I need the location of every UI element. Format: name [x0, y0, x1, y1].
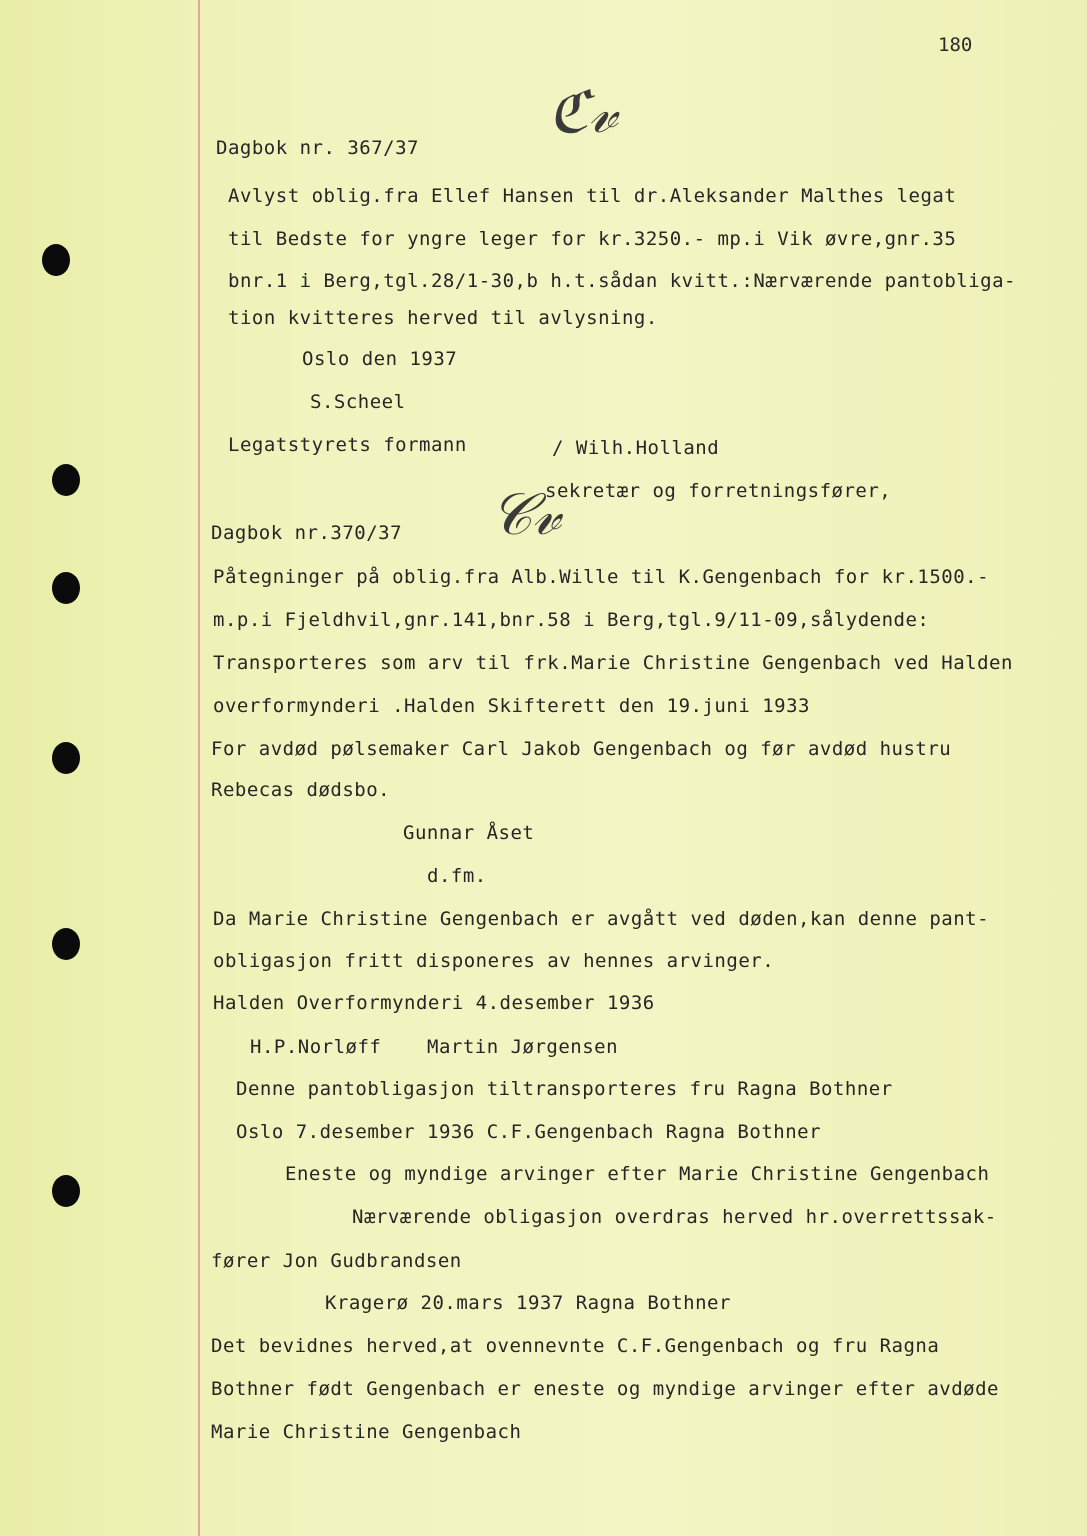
text-line: Legatstyrets formann — [228, 434, 467, 456]
signature-name: / Wilh.Holland — [552, 437, 720, 459]
text-line: m.p.i Fjeldhvil,gnr.141,bnr.58 i Berg,tgl.9/11-09,sålydende: — [213, 609, 930, 631]
text-line: overformynderi .Halden Skifterett den 19.juni 1933 — [213, 695, 810, 717]
text-line: Denne pantobligasjon tiltransporteres fru Ragna Bothner — [236, 1078, 893, 1100]
text-line: Oslo 7.desember 1936 C.F.Gengenbach Ragna Bothner — [236, 1121, 822, 1143]
signature-name: H.P.Norløff — [250, 1036, 382, 1058]
entry-heading: Dagbok nr. 367/37 — [216, 137, 419, 159]
text-line: Transporteres som arv til frk.Marie Christine Gengenbach ved Halden — [213, 652, 1013, 674]
text-line: Eneste og myndige arvinger efter Marie Christine Gengenbach — [285, 1163, 990, 1185]
margin-rule — [198, 0, 200, 1536]
page-number: 180 — [938, 34, 973, 56]
text-line: Nærværende obligasjon overdras herved hr.overrettssak- — [352, 1206, 997, 1228]
binder-hole — [52, 1175, 80, 1207]
text-line: Halden Overformynderi 4.desember 1936 — [213, 992, 655, 1014]
handwritten-initials-mark: ℭ𝓋 — [548, 78, 618, 146]
text-line: tion kvitteres herved til avlysning. — [228, 307, 658, 329]
text-line: Avlyst oblig.fra Ellef Hansen til dr.Aleksander Malthes legat — [228, 185, 957, 207]
entry-heading: Dagbok nr.370/37 — [211, 522, 403, 544]
text-line: Oslo den 1937 — [302, 348, 458, 370]
text-line: Rebecas dødsbo. — [211, 779, 391, 801]
binder-hole — [52, 742, 80, 774]
text-line: Påtegninger på oblig.fra Alb.Wille til K.Gengenbach for kr.1500.- — [213, 566, 990, 588]
signature-name: S.Scheel — [310, 391, 406, 413]
text-line: sekretær og forretningsfører, — [545, 480, 892, 502]
handwritten-initials-mark: 𝒞𝓋 — [490, 480, 561, 548]
text-line: fører Jon Gudbrandsen — [211, 1250, 462, 1272]
binder-hole — [52, 928, 80, 960]
binder-hole — [42, 244, 70, 276]
signature-name: Martin Jørgensen — [427, 1036, 619, 1058]
text-line: Da Marie Christine Gengenbach er avgått ved døden,kan denne pant- — [213, 908, 990, 930]
binder-hole — [52, 464, 80, 496]
text-line: For avdød pølsemaker Carl Jakob Gengenbach og før avdød hustru — [211, 738, 952, 760]
text-line: Bothner født Gengenbach er eneste og myndige arvinger efter avdøde — [211, 1378, 999, 1400]
text-line: Marie Christine Gengenbach — [211, 1421, 522, 1443]
signature-name: Gunnar Åset — [403, 822, 535, 844]
text-line: Det bevidnes herved,at ovennevnte C.F.Gengenbach og fru Ragna — [211, 1335, 940, 1357]
text-line: obligasjon fritt disponeres av hennes arvinger. — [213, 950, 775, 972]
text-line: d.fm. — [427, 865, 487, 887]
binder-hole — [52, 572, 80, 604]
text-line: Kragerø 20.mars 1937 Ragna Bothner — [325, 1292, 731, 1314]
text-line: til Bedste for yngre leger for kr.3250.- mp.i Vik øvre,gnr.35 — [228, 228, 957, 250]
text-line: bnr.1 i Berg,tgl.28/1-30,b h.t.sådan kvitt.:Nærværende pantobliga- — [228, 270, 1016, 292]
